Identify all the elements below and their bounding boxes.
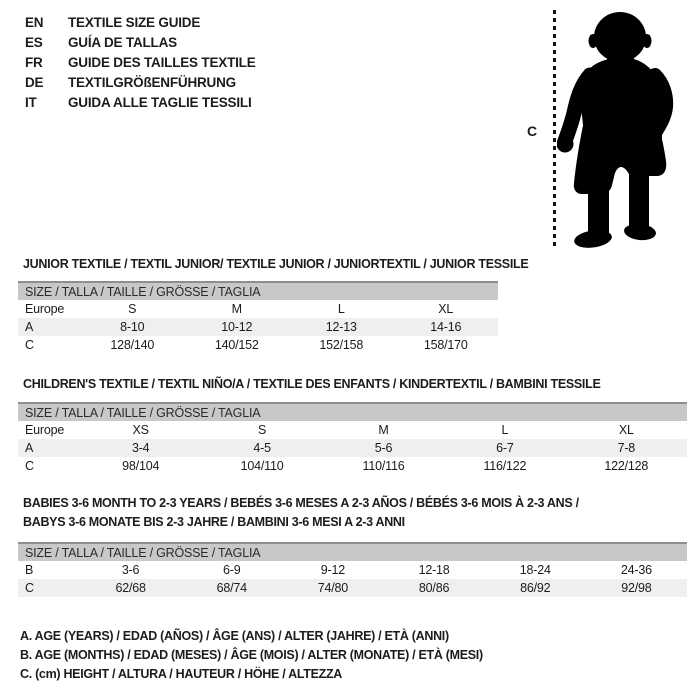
table-row-b — [18, 561, 687, 579]
table-cell: 12-18 — [418, 563, 450, 577]
language-title: GUIDA ALLE TAGLIE TESSILI — [68, 94, 252, 110]
table-cell: 92/98 — [621, 581, 652, 595]
row-label: C — [25, 581, 34, 595]
height-measure-label-c: C — [527, 123, 538, 139]
table-cell: S — [128, 302, 137, 316]
table-cell: 7-8 — [617, 441, 636, 455]
toddler-silhouette — [557, 7, 693, 249]
table-cell: 98/104 — [122, 459, 160, 473]
note-height-cm: C. (cm) HEIGHT / ALTURA / HAUTEUR / HÖHE / ALTEZZA — [20, 667, 343, 681]
table-cell: M — [378, 423, 389, 437]
table-cell: 152/158 — [319, 338, 364, 352]
table-cell: XS — [132, 423, 149, 437]
language-code: EN — [25, 14, 44, 30]
table-cell: 24-36 — [620, 563, 652, 577]
size-header-bar: SIZE / TALLA / TAILLE / GRÖSSE / TAGLIA — [18, 402, 687, 421]
table-cell: 6-7 — [496, 441, 514, 455]
table-cell: S — [258, 423, 267, 437]
table-cell: 4-5 — [253, 441, 271, 455]
table-cell: 8-10 — [120, 320, 145, 334]
junior-table-title: JUNIOR TEXTILE / TEXTIL JUNIOR/ TEXTILE JUNIOR / JUNIORTEXTIL / JUNIOR TESSILE — [23, 257, 529, 271]
language-title: TEXTILE SIZE GUIDE — [68, 14, 201, 30]
table-cell: 128/140 — [110, 338, 155, 352]
row-label: C — [25, 338, 34, 352]
childrens-table-title: CHILDREN'S TEXTILE / TEXTIL NIÑO/A / TEXTILE DES ENFANTS / KINDERTEXTIL / BAMBINI TESSILE — [23, 377, 601, 391]
table-cell: 3-6 — [121, 563, 140, 577]
table-row-c — [18, 336, 498, 354]
table-cell: 5-6 — [374, 441, 393, 455]
language-code: IT — [25, 94, 37, 110]
table-cell: XL — [618, 423, 634, 437]
table-cell: 86/92 — [520, 581, 551, 595]
table-cell: XL — [438, 302, 454, 316]
size-header-bar: SIZE / TALLA / TAILLE / GRÖSSE / TAGLIA — [18, 281, 498, 300]
table-cell: 9-12 — [320, 563, 346, 577]
table-cell: 18-24 — [519, 563, 551, 577]
table-cell: 80/86 — [418, 581, 450, 595]
table-cell: 104/110 — [240, 459, 284, 473]
language-row — [25, 92, 256, 112]
language-row — [25, 52, 256, 72]
table-cell: 116/122 — [483, 459, 527, 473]
table-cell: 12-13 — [325, 320, 357, 334]
table-cell: 140/152 — [214, 338, 259, 352]
babies-textile-table — [18, 542, 687, 597]
row-label: Europe — [25, 302, 65, 316]
table-row-a — [18, 318, 498, 336]
language-row — [25, 32, 256, 52]
table-cell: 122/128 — [604, 459, 649, 473]
language-title: TEXTILGRÖßENFÜHRUNG — [68, 74, 236, 90]
language-title: GUIDE DES TAILLES TEXTILE — [68, 54, 256, 70]
language-code: FR — [25, 54, 43, 70]
table-cell: M — [231, 302, 242, 316]
table-cell: 14-16 — [430, 320, 462, 334]
language-code: ES — [25, 34, 43, 50]
table-cell: L — [337, 302, 345, 316]
table-cell: 74/80 — [317, 581, 349, 595]
row-label: C — [25, 459, 34, 473]
childrens-textile-table — [18, 402, 687, 475]
babies-table-title-line2: BABYS 3-6 MONATE BIS 2-3 JAHRE / BAMBINI 3-6 MESI A 2-3 ANNI — [23, 515, 405, 529]
language-row — [25, 72, 256, 92]
junior-textile-table — [18, 281, 498, 354]
table-row-c — [18, 457, 687, 475]
height-measure-dashed-line — [553, 10, 556, 247]
table-row-europe — [18, 421, 687, 439]
row-label: A — [25, 441, 34, 455]
table-cell: 110/116 — [362, 459, 405, 473]
row-label: A — [25, 320, 34, 334]
size-header-bar: SIZE / TALLA / TAILLE / GRÖSSE / TAGLIA — [18, 542, 687, 561]
language-code: DE — [25, 74, 44, 90]
note-age-months: B. AGE (MONTHS) / EDAD (MESES) / ÂGE (MOIS) / ALTER (MONATE) / ETÀ (MESI) — [20, 648, 483, 662]
table-row-c — [18, 579, 687, 597]
row-label: B — [25, 563, 34, 577]
language-title: GUÍA DE TALLAS — [68, 34, 177, 50]
language-title-block — [25, 12, 256, 112]
note-age-years: A. AGE (YEARS) / EDAD (AÑOS) / ÂGE (ANS) / ALTER (JAHRE) / ETÀ (ANNI) — [20, 629, 449, 643]
table-cell: 68/74 — [216, 581, 247, 595]
row-label: Europe — [25, 423, 65, 437]
table-cell: L — [501, 423, 509, 437]
table-cell: 3-4 — [131, 441, 150, 455]
table-row-a — [18, 439, 687, 457]
table-cell: 6-9 — [223, 563, 241, 577]
table-cell: 158/170 — [423, 338, 468, 352]
table-row-europe — [18, 300, 498, 318]
table-cell: 62/68 — [115, 581, 146, 595]
babies-table-title-line1: BABIES 3-6 MONTH TO 2-3 YEARS / BEBÉS 3-6 MESES A 2-3 AÑOS / BÉBÉS 3-6 MOIS À 2-3 ANS / — [23, 496, 579, 510]
table-cell: 10-12 — [221, 320, 253, 334]
language-row — [25, 12, 256, 32]
